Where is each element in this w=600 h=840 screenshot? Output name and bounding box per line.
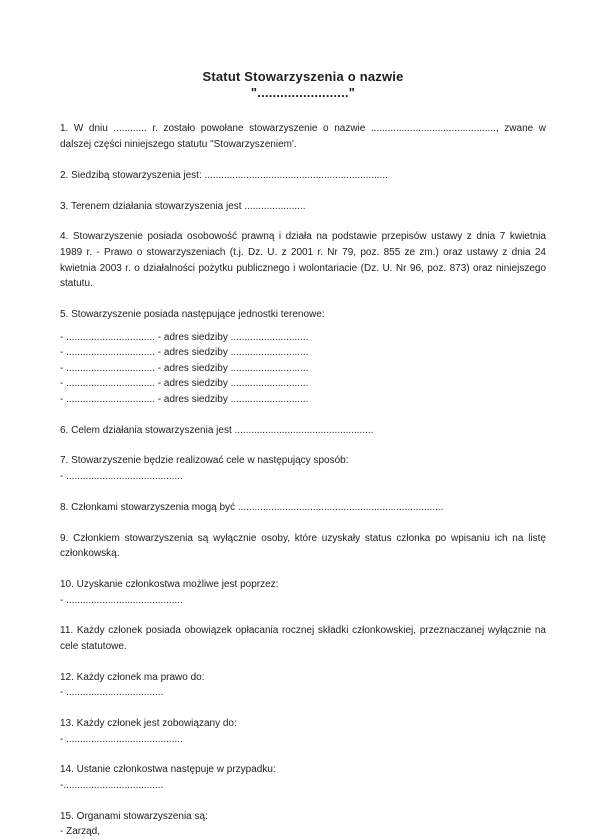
text-line: 15. Organami stowarzyszenia są:	[60, 810, 208, 822]
text-line: 4. Stowarzyszenie posiada osobowość prawną i działa na podstawie przepisów ustawy z dnia 7 kwietnia 1989 r. - Prawo o stowarzyszeniach (t.j. Dz. U. z 2001 r. Nr 79, poz. 855 ze zm.) oraz ustawy z dnia 24 kwietnia 2003 r. o działalności pożytku publicznego i wolontariacie (Dz. U. Nr 96, poz. 873) oraz niniejszego statutu.	[60, 231, 546, 290]
text-line: - ................................ - adres siedziby ............................	[60, 331, 309, 343]
text-line: 8. Członkami stowarzyszenia mogą być ..........................................................................	[60, 501, 444, 513]
text-line: - ................................ - adres siedziby ............................	[60, 378, 309, 390]
text-line: 5. Stowarzyszenie posiada następujące jednostki terenowe:	[60, 308, 325, 320]
text-line: -....................................	[60, 780, 164, 792]
clause-8-members	[60, 500, 546, 516]
territorial-units-list	[60, 330, 546, 408]
clause-11-membership-fee	[60, 623, 546, 654]
clause-10-obtaining-membership	[60, 577, 546, 608]
document-title-name-placeholder: "........................"	[250, 84, 356, 100]
text-line: 14. Ustanie członkostwa następuje w przypadku:	[60, 764, 276, 776]
text-line: 12. Każdy członek ma prawo do:	[60, 671, 205, 683]
clause-12-member-rights	[60, 670, 546, 701]
text-line: - ................................ - adres siedziby ............................	[60, 347, 309, 359]
text-line: - ...................................	[60, 687, 164, 699]
clause-7-means	[60, 453, 546, 484]
text-line: - ..........................................	[60, 471, 183, 483]
clause-14-membership-termination	[60, 762, 546, 793]
document-body	[60, 121, 546, 840]
text-line: - ................................ - adres siedziby ............................	[60, 362, 309, 374]
clause-2-seat	[60, 168, 546, 184]
text-line: 6. Celem działania stowarzyszenia jest ..................................................	[60, 424, 374, 436]
text-line: - Zarząd,	[60, 826, 101, 838]
clause-6-purpose	[60, 423, 546, 439]
document-title: Statut Stowarzyszenia o nazwie	[202, 69, 404, 84]
text-line: 9. Członkiem stowarzyszenia są wyłącznie osoby, które uzyskały status członka po wpisaniu ich na listę członkowską.	[60, 532, 546, 560]
text-line: 7. Stowarzyszenie będzie realizować cele w następujący sposób:	[60, 455, 349, 467]
clause-9-membership-status	[60, 531, 546, 562]
clause-1-founding	[60, 121, 546, 152]
text-line: 1. W dniu ............ r. zostało powołane stowarzyszenie o nazwie ............................................., zwane w dalszej części niniejszego statutu "Stowarzyszeniem'.	[60, 123, 546, 150]
clause-5-territorial-units-heading	[60, 307, 546, 323]
clause-15-bodies	[60, 809, 546, 840]
text-line: 2. Siedzibą stowarzyszenia jest: ..................................................................	[60, 169, 388, 181]
text-line: 3. Terenem działania stowarzyszenia jest ......................	[60, 200, 306, 212]
text-line: 11. Każdy członek posiada obowiązek opłacania rocznej składki członkowskiej, przeznaczanej wyłącznie na cele statutowe.	[60, 625, 546, 652]
document-title-block	[60, 69, 546, 100]
clause-3-territory	[60, 199, 546, 215]
text-line: - ................................ - adres siedziby ............................	[60, 393, 309, 405]
text-line: - ..........................................	[60, 594, 183, 606]
clause-13-member-obligations	[60, 716, 546, 747]
text-line: 13. Każdy członek jest zobowiązany do:	[60, 718, 237, 730]
text-line: - ..........................................	[60, 733, 183, 745]
text-line: 10. Uzyskanie członkostwa możliwe jest poprzez:	[60, 578, 279, 590]
clause-4-legal-basis	[60, 229, 546, 291]
